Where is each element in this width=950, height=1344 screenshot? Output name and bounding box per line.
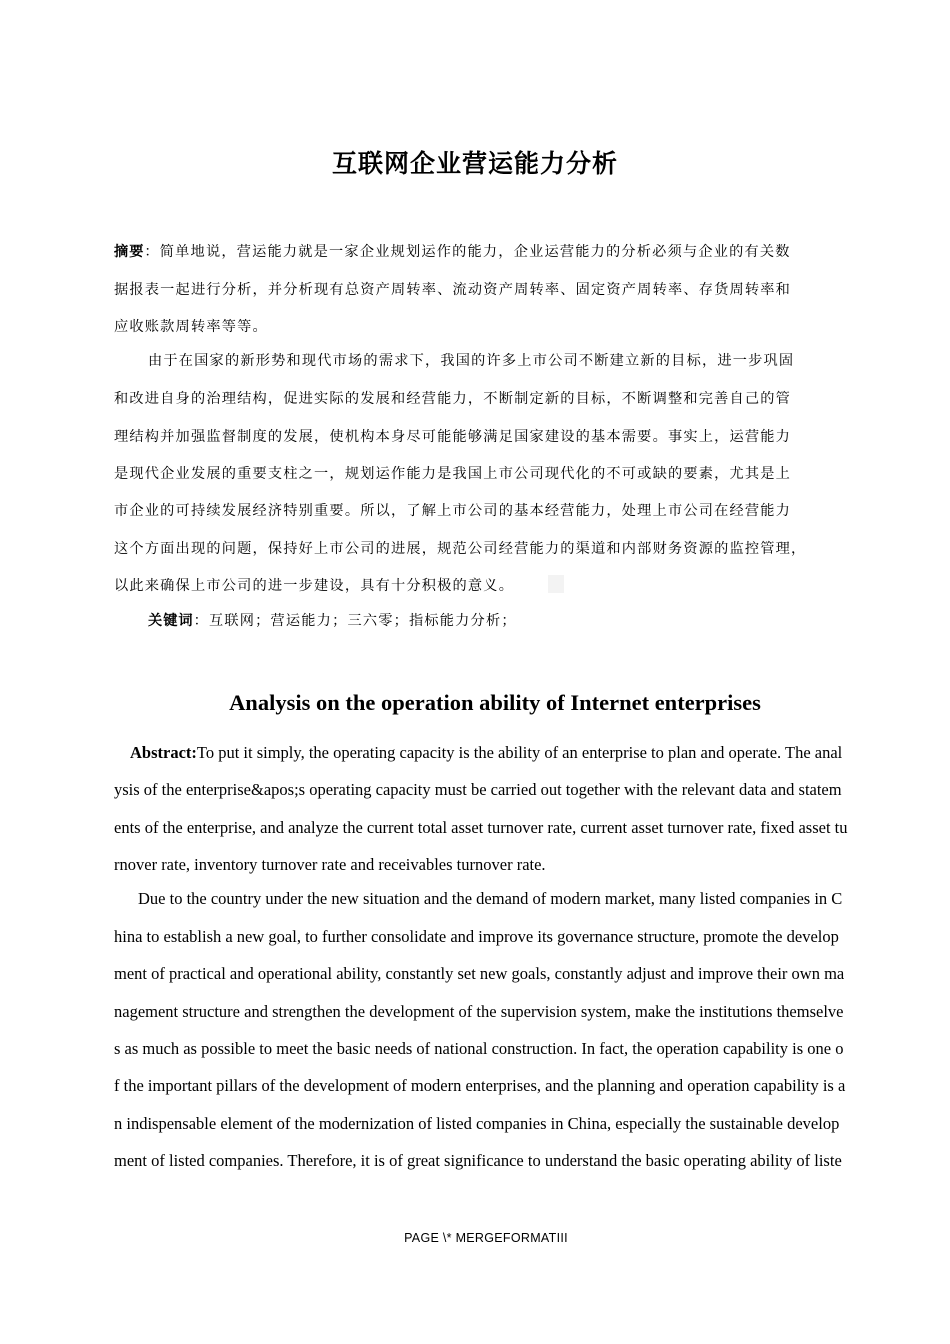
en-para2-line-1: Due to the country under the new situation and the demand of modern market, many listed companies in C: [138, 889, 843, 908]
cn-keywords-label: 关键词: [148, 613, 194, 629]
en-para2-line-3: ment of practical and operational ability, constantly set new goals, constantly adjust and improve their own ma: [114, 964, 845, 983]
en-para2-line-2: hina to establish a new goal, to further consolidate and improve its governance structure, promote the develop: [114, 927, 839, 946]
en-para2-line-6: f the important pillars of the development of modern enterprises, and the planning and operation capability is a: [114, 1076, 846, 1095]
en-para2-line-5: s as much as possible to meet the basic needs of national construction. In fact, the operation capability is one o: [114, 1039, 844, 1058]
cn-para2-line-5: 市企业的可持续发展经济特别重要。所以，了解上市公司的基本经营能力，处理上市公司在经营能力: [114, 503, 792, 519]
en-abstract-text-1: To put it simply, the operating capacity is the ability of an enterprise to plan and operate. The anal: [196, 743, 843, 762]
cn-abstract-line-3: 应收账款周转率等等。: [114, 319, 268, 335]
en-para2-line-4: nagement structure and strengthen the development of the supervision system, make the institutions themselve: [114, 1002, 844, 1021]
cn-para2-line-1: 由于在国家的新形势和现代市场的需求下，我国的许多上市公司不断建立新的目标，进一步巩固: [148, 353, 795, 369]
cn-keywords-line: [148, 611, 908, 631]
chinese-title: 互联网企业营运能力分析: [331, 149, 618, 178]
cn-para2-line-6: 这个方面出现的问题，保持好上市公司的进展，规范公司经营能力的渠道和内部财务资源的监控管理，: [114, 541, 807, 557]
en-abstract-line-1: [130, 742, 900, 764]
cn-para2-line-7: 以此来确保上市公司的进一步建设，具有十分积极的意义。: [114, 578, 515, 594]
en-abstract-label: Abstract:: [130, 743, 197, 762]
cn-para2-line-3: 理结构并加强监督制度的发展，使机构本身尽可能能够满足国家建设的基本需要。事实上，运营能力: [114, 429, 792, 445]
selection-mark: [548, 575, 564, 593]
cn-keywords-colon: ：: [193, 613, 209, 629]
cn-abstract-label: 摘要: [114, 244, 145, 260]
cn-para2-line-4: 是现代企业发展的重要支柱之一，规划运作能力是我国上市公司现代化的不可或缺的要素，尤其是上: [114, 466, 792, 482]
cn-abstract-colon: ：: [144, 244, 160, 260]
en-para2-line-8: ment of listed companies. Therefore, it is of great significance to understand the basic operating ability of liste: [114, 1151, 842, 1170]
english-title: Analysis on the operation ability of Internet enterprises: [229, 690, 761, 715]
cn-abstract-line-2: 据报表一起进行分析，并分析现有总资产周转率、流动资产周转率、固定资产周转率、存货周转率和: [114, 282, 792, 298]
cn-abstract-line-1: [114, 242, 874, 262]
cn-keywords-text: 互联网；营运能力；三六零；指标能力分析；: [208, 613, 517, 629]
en-abstract-line-3: ents of the enterprise, and analyze the current total asset turnover rate, current asset turnover rate, fixed asset tu: [114, 818, 848, 837]
en-para2-line-7: n indispensable element of the modernization of listed companies in China, especially the sustainable develop: [114, 1114, 840, 1133]
cn-para2-line-2: 和改进自身的治理结构，促进实际的发展和经营能力，不断制定新的目标，不断调整和完善自己的管: [114, 391, 792, 407]
en-abstract-line-2: ysis of the enterprise&apos;s operating capacity must be carried out together with the relevant data and statem: [114, 780, 842, 799]
page-footer: PAGE \* MERGEFORMATIII: [404, 1231, 568, 1245]
en-abstract-line-4: rnover rate, inventory turnover rate and receivables turnover rate.: [114, 855, 546, 874]
cn-abstract-text-1: 简单地说，营运能力就是一家企业规划运作的能力，企业运营能力的分析必须与企业的有关数: [159, 244, 791, 260]
